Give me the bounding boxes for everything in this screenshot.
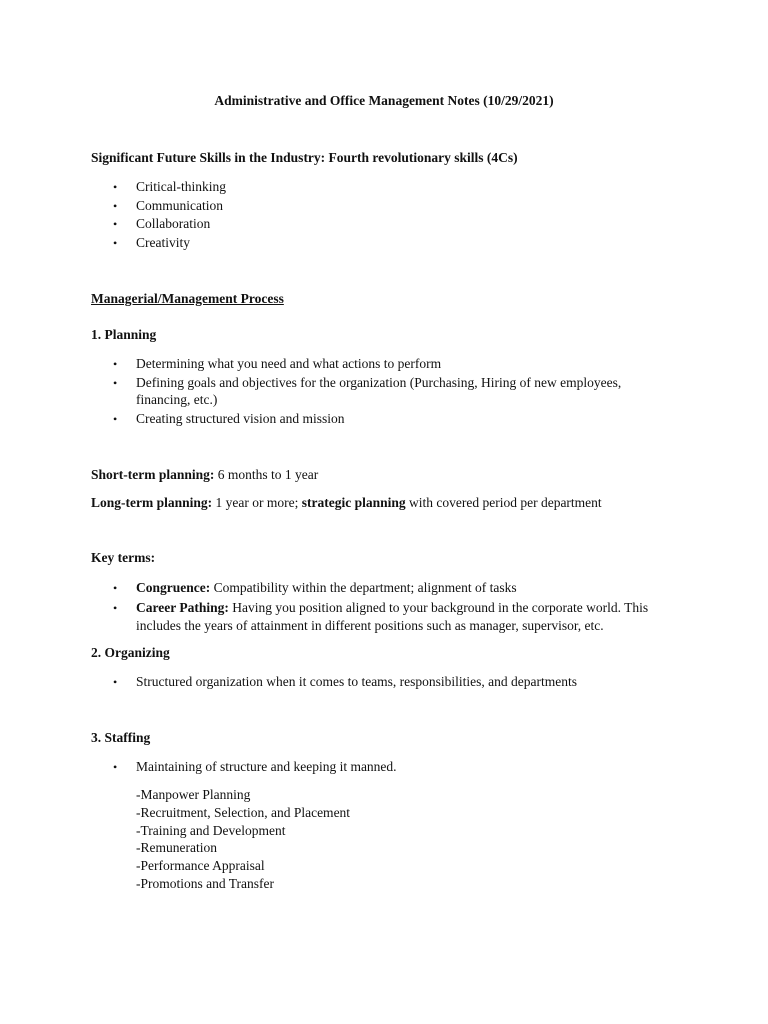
skills-heading: Significant Future Skills in the Industry: Fourth revolutionary skills (4Cs) bbox=[91, 150, 518, 165]
sublist-item: -Training and Development bbox=[136, 823, 286, 838]
list-item bbox=[136, 579, 517, 597]
sublist-item: -Recruitment, Selection, and Placement bbox=[136, 805, 351, 820]
list-item-continuation: includes the years of attainment in different positions such as manager, supervisor, etc. bbox=[136, 618, 604, 633]
list-item-continuation: financing, etc.) bbox=[136, 392, 218, 407]
organizing-heading: 2. Organizing bbox=[91, 645, 170, 660]
list-item bbox=[136, 599, 648, 617]
long-term-text: 1 year or more; bbox=[212, 495, 302, 510]
process-heading: Managerial/Management Process bbox=[91, 291, 284, 306]
bullet-icon: • bbox=[113, 376, 118, 390]
bullet-icon: • bbox=[113, 199, 118, 213]
staffing-heading: 3. Staffing bbox=[91, 730, 151, 745]
sublist-item: -Manpower Planning bbox=[136, 787, 251, 802]
sublist-item: -Performance Appraisal bbox=[136, 858, 265, 873]
list-item: Determining what you need and what actions to perform bbox=[136, 356, 442, 371]
list-item: Collaboration bbox=[136, 216, 211, 231]
long-term-label: Long-term planning: bbox=[91, 495, 213, 510]
bullet-icon: • bbox=[113, 581, 118, 595]
congruence-label: Congruence: bbox=[136, 580, 211, 595]
list-item: Creating structured vision and mission bbox=[136, 411, 345, 426]
key-terms-heading: Key terms: bbox=[91, 550, 156, 565]
bullet-icon: • bbox=[113, 217, 118, 231]
bullet-icon: • bbox=[113, 236, 118, 250]
sublist-item: -Remuneration bbox=[136, 840, 217, 855]
planning-heading: 1. Planning bbox=[91, 327, 157, 342]
bullet-icon: • bbox=[113, 357, 118, 371]
sublist-item: -Promotions and Transfer bbox=[136, 876, 274, 891]
long-term-line bbox=[91, 494, 602, 512]
bullet-icon: • bbox=[113, 760, 118, 774]
bullet-icon: • bbox=[113, 601, 118, 615]
bullet-icon: • bbox=[113, 412, 118, 426]
short-term-text: 6 months to 1 year bbox=[214, 467, 319, 482]
list-item: Defining goals and objectives for the organization (Purchasing, Hiring of new employees, bbox=[136, 375, 622, 390]
bullet-icon: • bbox=[113, 180, 118, 194]
bullet-icon: • bbox=[113, 675, 118, 689]
career-pathing-text: Having you position aligned to your background in the corporate world. This bbox=[228, 600, 649, 615]
strategic-planning-term: strategic planning bbox=[301, 495, 406, 510]
list-item: Critical-thinking bbox=[136, 179, 226, 194]
congruence-text: Compatibility within the department; alignment of tasks bbox=[210, 580, 517, 595]
career-pathing-label: Career Pathing: bbox=[136, 600, 229, 615]
list-item: Communication bbox=[136, 198, 223, 213]
list-item: Structured organization when it comes to teams, responsibilities, and departments bbox=[136, 674, 578, 689]
short-term-line bbox=[91, 466, 318, 484]
long-term-text-end: with covered period per department bbox=[405, 495, 602, 510]
short-term-label: Short-term planning: bbox=[91, 467, 215, 482]
document-title: Administrative and Office Management Notes (10/29/2021) bbox=[214, 93, 554, 108]
list-item: Maintaining of structure and keeping it manned. bbox=[136, 759, 397, 774]
list-item: Creativity bbox=[136, 235, 190, 250]
